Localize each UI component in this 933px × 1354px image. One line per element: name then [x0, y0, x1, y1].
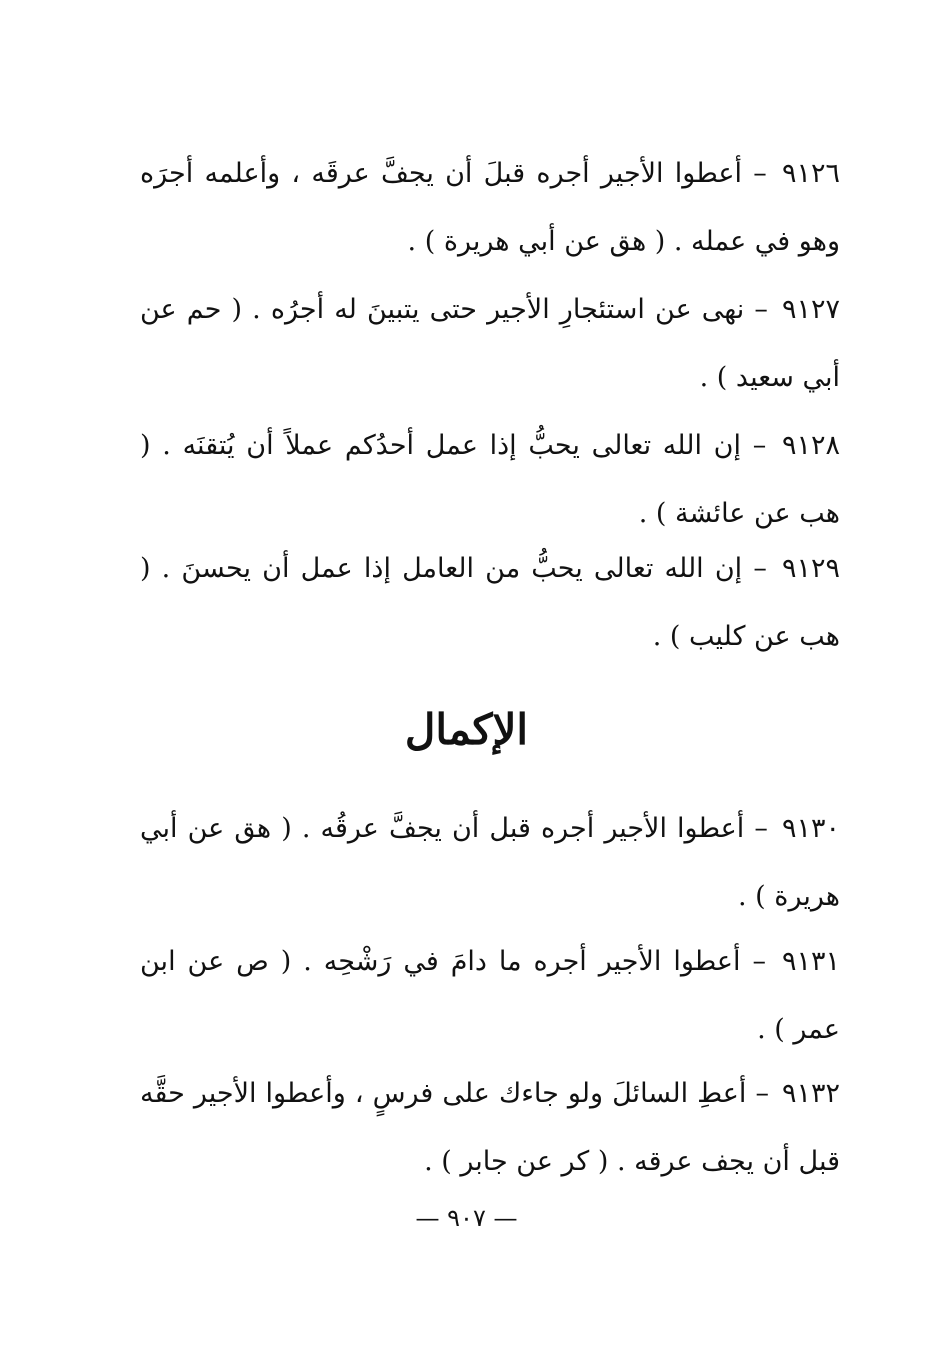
hadith-entry — [140, 535, 840, 671]
hadith-number: ٩١٣١ — [781, 946, 840, 977]
hadith-text: أعطوا الأجير أجره قبلَ أن يجفَّ عرقَه ، وأعلمه أجرَه وهو في عمله . ( هق عن أبي هريرة ) . — [140, 158, 840, 257]
entry-dash: – — [754, 813, 768, 844]
hadith-number: ٩١٢٨ — [781, 430, 840, 461]
entry-dash: – — [755, 1078, 769, 1109]
hadith-text: أعطوا الأجير أجره قبل أن يجفَّ عرقُه . ( هق عن أبي هريرة ) . — [140, 813, 840, 912]
entry-dash: – — [753, 158, 767, 189]
entry-dash: – — [752, 430, 767, 461]
hadith-text: أعطوا الأجير أجره ما دامَ في رَشْحِه . ( ص عن ابن عمر ) . — [140, 946, 840, 1045]
hadith-entry — [140, 795, 840, 931]
hadith-text: إن الله تعالى يحبُّ إذا عمل أحدُكم عملاً أن يُتقنَه . ( هب عن عائشة ) . — [140, 430, 840, 529]
entry-dash: – — [754, 294, 768, 325]
hadith-entry — [140, 928, 840, 1064]
entry-dash: – — [752, 946, 767, 977]
section-heading: الإكمال — [404, 705, 529, 754]
hadith-text: إن الله تعالى يحبُّ من العامل إذا عمل أن يحسنَ . ( هب عن كليب ) . — [140, 553, 840, 652]
entry-dash: – — [753, 553, 767, 584]
hadith-entry — [140, 276, 840, 412]
hadith-text: أعطِ السائلَ ولو جاءك على فرسٍ ، وأعطوا الأجير حقَّه قبل أن يجف عرقه . ( كر عن جابر ) . — [140, 1078, 840, 1177]
page-number: — ٩٠٧ — — [415, 1204, 518, 1232]
hadith-number: ٩١٢٧ — [781, 294, 840, 325]
hadith-entry — [140, 140, 840, 276]
hadith-number: ٩١٣٠ — [781, 813, 840, 844]
hadith-entry — [140, 1060, 840, 1196]
hadith-number: ٩١٢٦ — [781, 158, 840, 189]
hadith-number: ٩١٣٢ — [781, 1078, 840, 1109]
hadith-number: ٩١٢٩ — [781, 553, 840, 584]
hadith-entry — [140, 412, 840, 548]
hadith-text: نهى عن استئجارِ الأجير حتى يتبينَ له أجرُه . ( حم عن أبي سعيد ) . — [140, 294, 840, 393]
